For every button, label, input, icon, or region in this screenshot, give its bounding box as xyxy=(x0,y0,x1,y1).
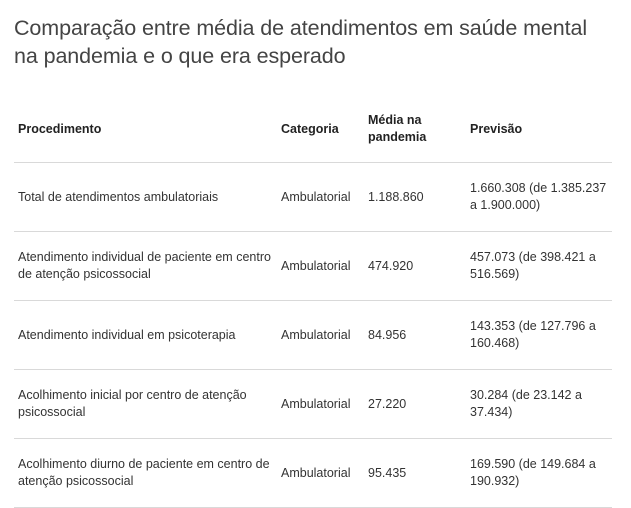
cell-previsao: 30.284 (de 23.142 a 37.434) xyxy=(466,370,612,439)
column-header-previsao: Previsão xyxy=(466,96,612,163)
cell-previsao: 457.073 (de 398.421 a 516.569) xyxy=(466,232,612,301)
cell-categoria: Ambulatorial xyxy=(277,232,364,301)
cell-categoria: Ambulatorial xyxy=(277,301,364,370)
cell-categoria: Ambulatorial xyxy=(277,370,364,439)
table-row xyxy=(14,163,612,232)
cell-categoria: Ambulatorial xyxy=(277,163,364,232)
cell-media: 84.956 xyxy=(364,301,466,370)
table-row xyxy=(14,439,612,508)
cell-media: 27.220 xyxy=(364,370,466,439)
cell-categoria: Ambulatorial xyxy=(277,439,364,508)
cell-previsao: 1.660.308 (de 1.385.237 a 1.900.000) xyxy=(466,163,612,232)
table-row xyxy=(14,370,612,439)
cell-media: 1.188.860 xyxy=(364,163,466,232)
table-row xyxy=(14,232,612,301)
cell-procedimento: Acolhimento inicial por centro de atenção psicossocial xyxy=(14,370,277,439)
column-header-media: Média na pandemia xyxy=(364,96,466,163)
page-container xyxy=(14,14,612,508)
page-title: Comparação entre média de atendimentos em saúde mental na pandemia e o que era esperado xyxy=(14,16,588,68)
cell-procedimento: Atendimento individual em psicoterapia xyxy=(14,301,277,370)
cell-previsao: 143.353 (de 127.796 a 160.468) xyxy=(466,301,612,370)
cell-media: 474.920 xyxy=(364,232,466,301)
cell-media: 95.435 xyxy=(364,439,466,508)
cell-procedimento: Total de atendimentos ambulatoriais xyxy=(14,163,277,232)
cell-previsao: 169.590 (de 149.684 a 190.932) xyxy=(466,439,612,508)
column-header-categoria: Categoria xyxy=(277,96,364,163)
cell-procedimento: Acolhimento diurno de paciente em centro de atenção psicossocial xyxy=(14,439,277,508)
table-header-row xyxy=(14,96,612,163)
column-header-procedimento: Procedimento xyxy=(14,96,277,163)
cell-procedimento: Atendimento individual de paciente em centro de atenção psicossocial xyxy=(14,232,277,301)
data-table xyxy=(14,96,612,508)
table-row xyxy=(14,301,612,370)
